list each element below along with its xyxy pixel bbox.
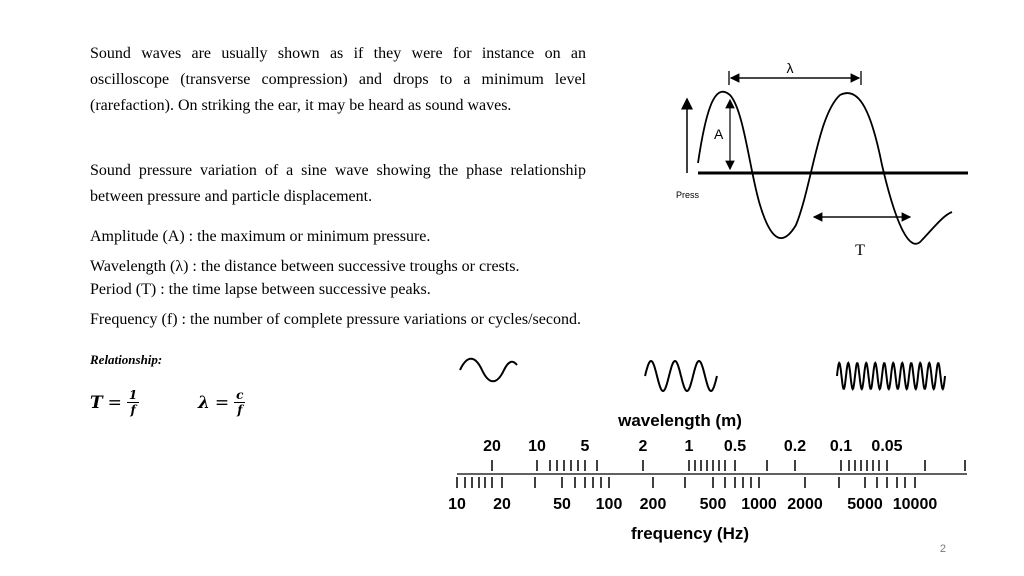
wavelength-tick-20: 20 (483, 438, 501, 455)
wavelength-tick-0.05: 0.05 (871, 438, 903, 455)
definition-period: Period (T) : the time lapse between successive peaks. (90, 281, 431, 298)
formula-wavelength-fraction (234, 388, 245, 417)
frequency-tick-5000: 5000 (847, 496, 883, 513)
frequency-tick-20: 20 (493, 496, 511, 513)
frequency-tick-500: 500 (699, 496, 727, 513)
formula-period-numerator: 1 (128, 388, 138, 402)
frequency-tick-100: 100 (595, 496, 623, 513)
wavelength-tick-labels (483, 438, 903, 455)
sine-description-paragraph: Sound pressure variation of a sine wave showing the phase relationship between pressure and particle displacement. (90, 162, 586, 205)
period-label: T (855, 242, 865, 259)
formula-wavelength-equals: = (214, 392, 230, 413)
formula-wavelength-numerator: c (236, 388, 244, 402)
lambda-label: λ (786, 60, 794, 76)
frequency-axis-title: frequency (Hz) (630, 524, 750, 543)
page-number: 2 (939, 543, 946, 555)
wavelength-tick-0.1: 0.1 (829, 438, 853, 455)
wavelength-tick-1: 1 (684, 438, 694, 455)
wavelength-tick-2: 2 (638, 438, 648, 455)
period-formula (90, 388, 139, 417)
wavelength-tick-0.5: 0.5 (723, 438, 747, 455)
intro-paragraph: Sound waves are usually shown as if they were for instance on an oscilloscope (transverse compression) and drops to a minimum level (rarefaction). On striking the ear, it may be heard as sound waves. (90, 45, 586, 114)
high-frequency-wave-icon (837, 363, 945, 389)
wavelength-tick-10: 10 (528, 438, 546, 455)
wavelength-tick-marks (492, 460, 965, 471)
frequency-tick-200: 200 (639, 496, 667, 513)
formula-period-lhs: T (90, 392, 103, 413)
wavelength-tick-0.2: 0.2 (783, 438, 807, 455)
sine-curve (698, 92, 952, 244)
sine-wave-diagram (660, 55, 980, 265)
amplitude-label: A (714, 126, 724, 142)
sound-spectrum-diagram (445, 350, 970, 546)
frequency-tick-1000: 1000 (741, 496, 777, 513)
frequency-tick-labels (448, 496, 937, 513)
definition-amplitude: Amplitude (A) : the maximum or minimum pressure. (90, 228, 431, 245)
formula-period-fraction (127, 388, 139, 417)
frequency-tick-10000: 10000 (892, 496, 938, 513)
wavelength-tick-5: 5 (580, 438, 590, 455)
press-axis-label: Press (676, 190, 700, 200)
formula-wavelength-lhs: λ (198, 392, 210, 413)
relationship-label: Relationship: (90, 352, 163, 367)
formula-period-equals: = (107, 392, 122, 413)
frequency-tick-10: 10 (448, 496, 466, 513)
frequency-tick-50: 50 (553, 496, 571, 513)
definition-wavelength: Wavelength (λ) : the distance between successive troughs or crests. (90, 258, 520, 275)
formula-period-denominator: f (130, 403, 136, 417)
wavelength-formula (198, 388, 245, 417)
formula-wavelength-denominator: f (237, 403, 243, 417)
mid-frequency-wave-icon (645, 361, 717, 391)
wavelength-axis-title: wavelength (m) (618, 411, 742, 430)
low-frequency-wave-icon (460, 359, 517, 382)
frequency-tick-2000: 2000 (787, 496, 823, 513)
definition-frequency: Frequency (f) : the number of complete pressure variations or cycles/second. (90, 311, 581, 328)
frequency-tick-marks (457, 477, 915, 488)
